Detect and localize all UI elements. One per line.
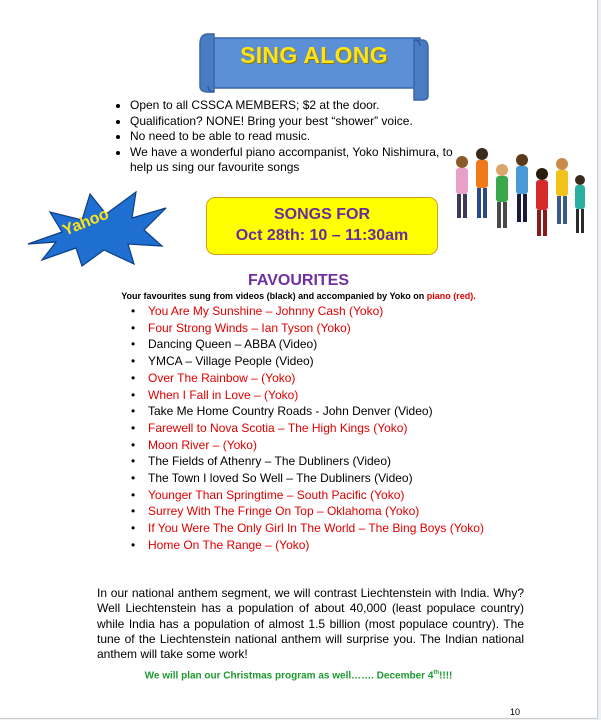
- song-item: • Moon River – (Yoko): [131, 437, 501, 454]
- christmas-sup: th: [433, 670, 440, 676]
- intro-item: • We have a wonderful piano accompanist, Yoko Nishimura, to help us sing our favourite songs: [130, 145, 470, 176]
- subtitle-text: Your favourites sung from videos (black) and accompanied by Yoko on: [121, 291, 427, 301]
- song-item: • If You Were The Only Girl In The World – The Bing Boys (Yoko): [131, 520, 501, 537]
- favourites-subtitle: [0, 291, 597, 301]
- christmas-end: !!!!: [439, 670, 453, 682]
- song-item: • Surrey With The Fringe On Top – Oklahoma (Yoko): [131, 503, 501, 520]
- burst-text: Yahoo: [60, 205, 112, 240]
- intro-item: • Qualification? NONE! Bring your best “shower” voice.: [130, 114, 470, 130]
- song-item: • You Are My Sunshine – Johnny Cash (Yoko): [131, 303, 501, 320]
- song-item: • Take Me Home Country Roads - John Denver (Video): [131, 403, 501, 420]
- song-item: • Over The Rainbow – (Yoko): [131, 370, 501, 387]
- song-item: • Farewell to Nova Scotia – The High Kings (Yoko): [131, 420, 501, 437]
- intro-item: • No need to be able to read music.: [130, 129, 470, 145]
- song-item: • When I Fall in Love – (Yoko): [131, 387, 501, 404]
- page-number: 10: [510, 707, 521, 717]
- song-item: • Younger Than Springtime – South Pacific (Yoko): [131, 487, 501, 504]
- christmas-note: [0, 670, 597, 681]
- intro-list: [112, 98, 470, 176]
- anthem-paragraph: In our national anthem segment, we will contrast Liechtenstein with India. Why? Well Liechtenstein has a population of about 40,000 (least populace country) while India has a population of almost 1.5 billion (most populace country). The tune of the Liechtenstein national anthem will surprise you. The Indian national anthem will take some work!: [97, 586, 524, 662]
- song-list: [131, 303, 501, 554]
- intro-item: • Open to all CSSCA MEMBERS; $2 at the door.: [130, 98, 470, 114]
- song-item: • The Town I loved So Well – The Dubliners (Video): [131, 470, 501, 487]
- songs-for-heading: SONGS FOR: [273, 206, 370, 223]
- songs-for-box: [206, 197, 438, 255]
- subtitle-red-text: piano (red).: [426, 291, 476, 301]
- christmas-text: We will plan our Christmas program as well……. December 4: [144, 670, 434, 682]
- banner-title: SING ALONG: [240, 42, 388, 68]
- song-item: • Dancing Queen – ABBA (Video): [131, 336, 501, 353]
- singers-illustration: [440, 140, 590, 250]
- song-item: • Home On The Range – (Yoko): [131, 537, 501, 554]
- song-item: • YMCA – Village People (Video): [131, 353, 501, 370]
- favourites-title: FAVOURITES: [247, 272, 350, 289]
- song-item: • Four Strong Winds – Ian Tyson (Yoko): [131, 320, 501, 337]
- song-item: • The Fields of Athenry – The Dubliners (Video): [131, 453, 501, 470]
- songs-for-date: Oct 28th: 10 – 11:30am: [235, 227, 409, 244]
